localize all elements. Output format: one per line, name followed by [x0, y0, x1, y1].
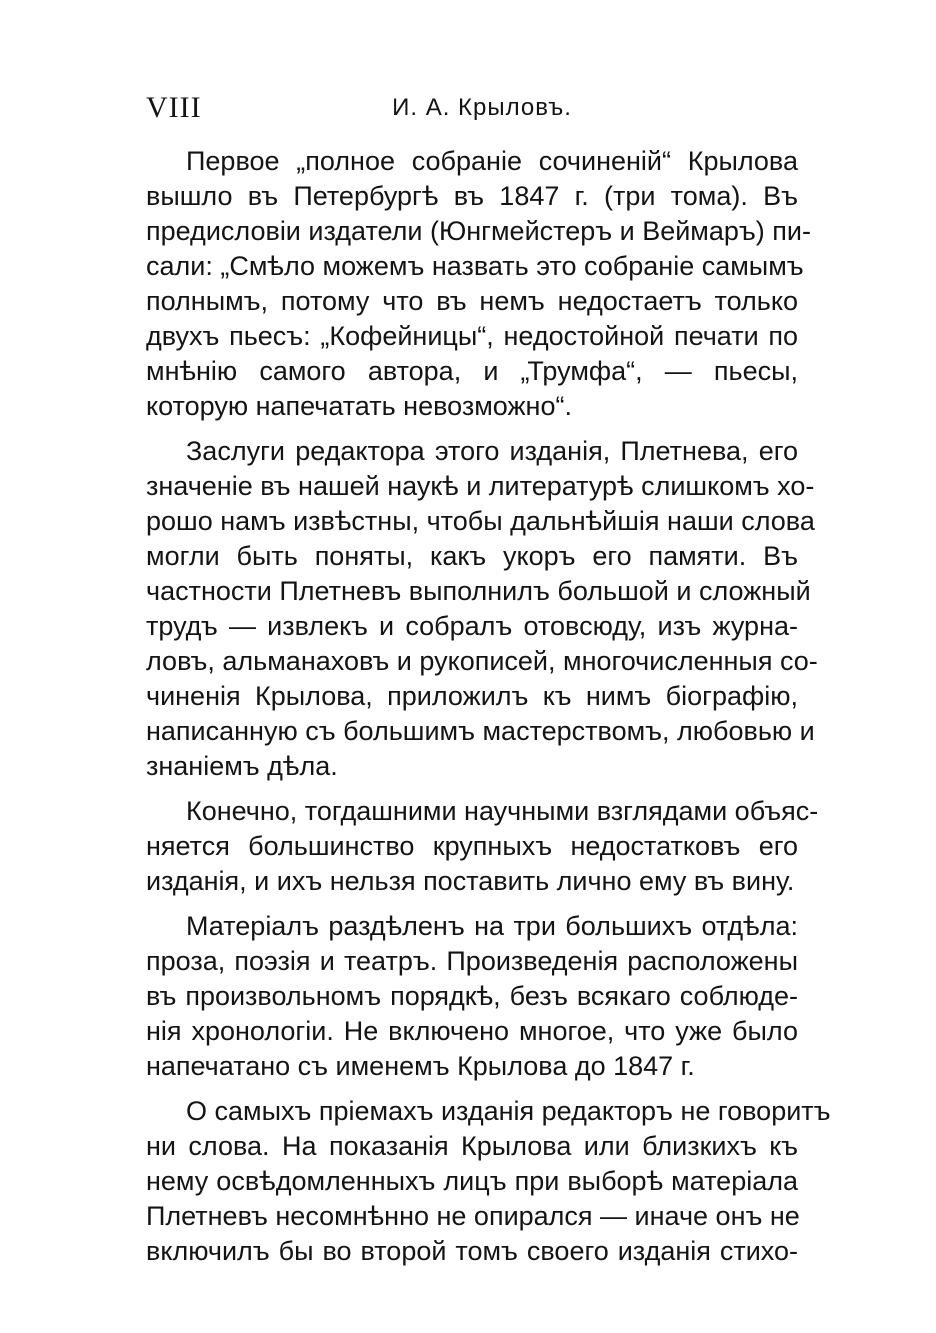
text-line: частности Плетневъ выполнилъ большой и сложный: [146, 576, 811, 606]
running-head-title: И. А. Крыловъ.: [392, 94, 572, 121]
text-line: мнѣнію самого автора, и „Трумфа“, — пьесы,: [146, 356, 798, 386]
text-line: вышло въ Петербургѣ въ 1847 г. (три тома). Въ: [146, 181, 798, 211]
text-line: предисловіи издатели (Юнгмейстеръ и Веймаръ) пи-: [146, 216, 811, 246]
text-line: сали: „Смѣло можемъ назвать это собраніе самымъ: [146, 251, 804, 281]
text-line: могли быть поняты, какъ укоръ его памяти. Въ: [146, 541, 798, 571]
text-line: ни слова. На показанія Крылова или близкихъ къ: [146, 1131, 798, 1161]
text-line: Заслуги редактора этого изданія, Плетнева, его: [186, 436, 798, 466]
text-line: которую напечатать невозможно“.: [146, 391, 572, 421]
body-text: [146, 144, 831, 1269]
text-line: знаніемъ дѣла.: [146, 751, 338, 781]
page-number: VIII: [146, 91, 202, 124]
text-line: изданія, и ихъ нельзя поставить лично ему въ вину.: [146, 866, 795, 896]
text-line: трудъ — извлекъ и собралъ отовсюду, изъ журна-: [146, 611, 798, 641]
text-line: О самыхъ пріемахъ изданія редакторъ не говоритъ: [186, 1096, 831, 1126]
paragraph: [146, 434, 818, 784]
text-line: проза, поэзія и театръ. Произведенія расположены: [146, 946, 798, 976]
text-line: рошо намъ извѣстны, чтобы дальнѣйшія наши слова: [146, 506, 815, 536]
text-line: чиненія Крылова, приложилъ къ нимъ біографію,: [146, 681, 798, 711]
paragraph-gap: [146, 784, 798, 794]
text-line: нему освѣдомленныхъ лицъ при выборѣ матеріала: [146, 1166, 798, 1196]
text-line: ловъ, альманаховъ и рукописей, многочисленныя со-: [146, 646, 818, 676]
text-line: значеніе въ нашей наукѣ и литературѣ слишкомъ хо-: [146, 471, 815, 501]
text-line: въ произвольномъ порядкѣ, безъ всякаго соблюде-: [146, 981, 798, 1011]
paragraph-gap: [146, 1084, 798, 1094]
text-line: включилъ бы во второй томъ своего изданія стихо-: [146, 1236, 798, 1266]
paragraph: [146, 1094, 831, 1269]
running-head: [146, 88, 798, 128]
text-line: двухъ пьесъ: „Кофейницы“, недостойной печати по: [146, 321, 798, 351]
paragraph: [146, 794, 819, 899]
text-line: Матеріалъ раздѣленъ на три большихъ отдѣла:: [186, 911, 798, 941]
paragraph: [146, 909, 798, 1084]
paragraph: [146, 144, 811, 424]
text-line: полнымъ, потому что въ немъ недостаетъ только: [146, 286, 798, 316]
text-line: напечатано съ именемъ Крылова до 1847 г.: [146, 1051, 695, 1081]
text-line: Конечно, тогдашними научными взглядами объяс-: [186, 796, 819, 826]
text-line: написанную съ большимъ мастерствомъ, любовью и: [146, 716, 815, 746]
text-line: няется большинство крупныхъ недостатковъ его: [146, 831, 798, 861]
text-line: нія хронологіи. Не включено многое, что уже было: [146, 1016, 798, 1046]
text-line: Первое „полное собраніе сочиненій“ Крылова: [186, 146, 798, 176]
paragraph-gap: [146, 424, 798, 434]
text-line: Плетневъ несомнѣнно не опирался — иначе онъ не: [146, 1201, 800, 1231]
paragraph-gap: [146, 899, 798, 909]
